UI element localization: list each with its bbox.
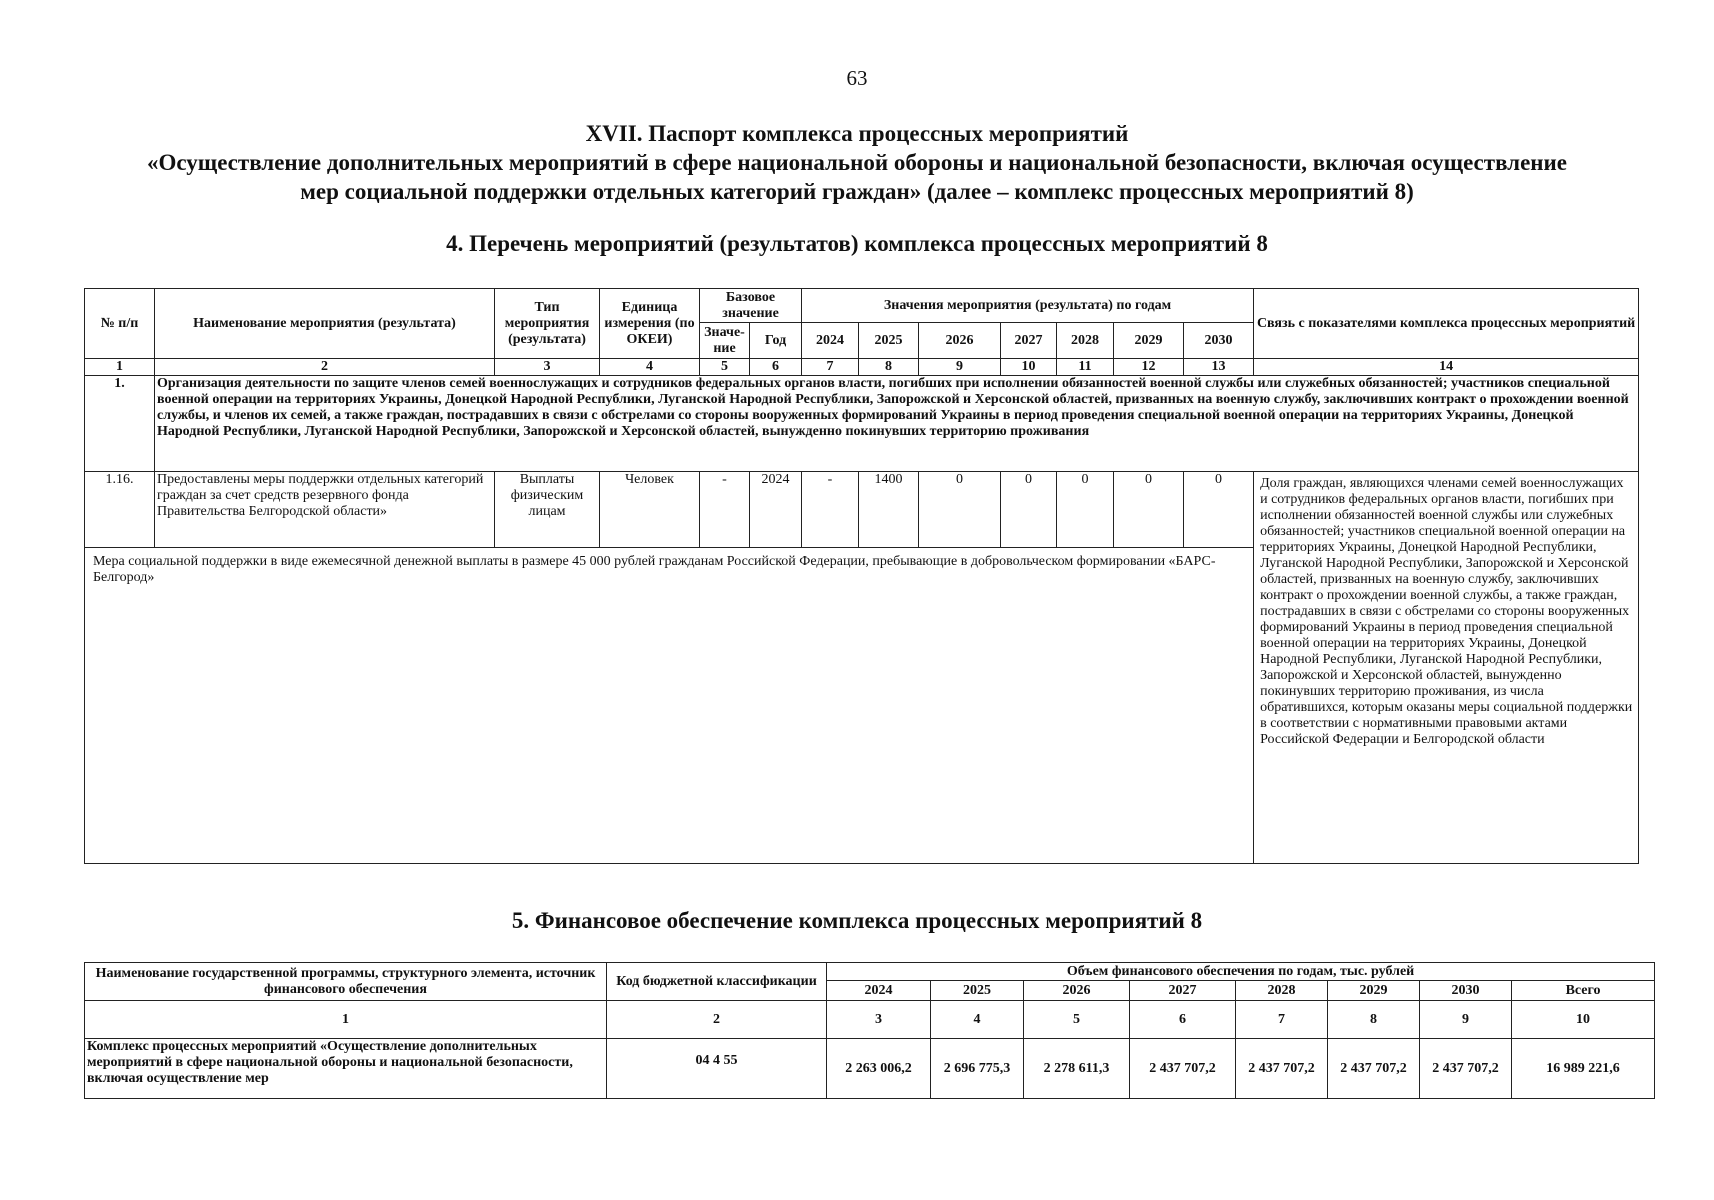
row-description: Мера социальной поддержки в виде ежемесячной денежной выплаты в размере 45 000 рублей гражданам Российской Федерации, пребывающие в добровольческом формировании «БАРС-Белгород» (85, 548, 1254, 864)
fin-header-total: Всего (1512, 981, 1655, 1001)
fin-row-value-2025: 2 696 775,3 (931, 1039, 1024, 1099)
row-base-year: 2024 (750, 472, 802, 548)
col-number: 9 (919, 359, 1001, 376)
fin-col-number: 8 (1328, 1001, 1420, 1039)
fin-row-value-2024: 2 263 006,2 (827, 1039, 931, 1099)
header-year-2028: 2028 (1057, 323, 1114, 359)
fin-row-value-2029: 2 437 707,2 (1328, 1039, 1420, 1099)
col-number: 2 (155, 359, 495, 376)
column-numbers-row (85, 359, 1639, 376)
fin-row-name: Комплекс процессных мероприятий «Осуществление дополнительных мероприятий в сфере национальной обороны и национальной безопасности, включая осуществление мер (85, 1039, 607, 1099)
fin-row-value-2030: 2 437 707,2 (1420, 1039, 1512, 1099)
document-title-line-2: «Осуществление дополнительных мероприятий в сфере национальной обороны и национальной безопасности, включая осуществление (146, 150, 1568, 175)
row-name: Предоставлены меры поддержки отдельных категорий граждан за счет средств резервного фонда Правительства Белгородской области» (155, 472, 495, 548)
fin-row-total: 16 989 221,6 (1512, 1039, 1655, 1099)
table-row (85, 472, 1639, 548)
fin-col-number: 5 (1024, 1001, 1130, 1039)
row-value-2025: 1400 (859, 472, 919, 548)
fin-header-year-2030: 2030 (1420, 981, 1512, 1001)
fin-col-number: 7 (1236, 1001, 1328, 1039)
header-link: Связь с показателями комплекса процессных мероприятий (1254, 289, 1639, 359)
fin-col-number: 10 (1512, 1001, 1655, 1039)
fin-header-year-2024: 2024 (827, 981, 931, 1001)
header-year-2027: 2027 (1001, 323, 1057, 359)
fin-col-number: 9 (1420, 1001, 1512, 1039)
header-year-2030: 2030 (1184, 323, 1254, 359)
header-year-2024: 2024 (802, 323, 859, 359)
header-type: Тип мероприятия (результата) (495, 289, 600, 359)
fin-col-number: 2 (607, 1001, 827, 1039)
header-base-year: Год (750, 323, 802, 359)
row-base-value: - (700, 472, 750, 548)
fin-header-year-2026: 2026 (1024, 981, 1130, 1001)
document-title-line-3: мер социальной поддержки отдельных категорий граждан» (далее – комплекс процессных мероприятий 8) (300, 179, 1414, 204)
document-title-line-1: XVII. Паспорт комплекса процессных мероприятий (585, 121, 1129, 146)
fin-header-code: Код бюджетной классификации (607, 963, 827, 1001)
row-value-2030: 0 (1184, 472, 1254, 548)
col-number: 7 (802, 359, 859, 376)
fin-header-year-2028: 2028 (1236, 981, 1328, 1001)
col-number: 3 (495, 359, 600, 376)
financing-table (84, 962, 1655, 1099)
col-number: 10 (1001, 359, 1057, 376)
col-number: 12 (1114, 359, 1184, 376)
fin-column-numbers-row (85, 1001, 1655, 1039)
col-number: 11 (1057, 359, 1114, 376)
page-number: 63 (846, 66, 868, 90)
section-5-heading: 5. Финансовое обеспечение комплекса процессных мероприятий 8 (511, 908, 1203, 933)
fin-table-row (85, 1039, 1655, 1099)
measures-table (84, 288, 1639, 864)
fin-row-value-2026: 2 278 611,3 (1024, 1039, 1130, 1099)
fin-row-value-2028: 2 437 707,2 (1236, 1039, 1328, 1099)
row-num: 1.16. (85, 472, 155, 548)
header-base: Базовое значение (700, 289, 802, 323)
header-base-value: Значе-ние (700, 323, 750, 359)
fin-header-year-2027: 2027 (1130, 981, 1236, 1001)
fin-col-number: 6 (1130, 1001, 1236, 1039)
col-number: 1 (85, 359, 155, 376)
col-number: 8 (859, 359, 919, 376)
section-4-heading: 4. Перечень мероприятий (результатов) комплекса процессных мероприятий 8 (446, 231, 1268, 256)
row-type: Выплаты физическим лицам (495, 472, 600, 548)
fin-header-name: Наименование государственной программы, структурного элемента, источник финансового обеспечения (85, 963, 607, 1001)
fin-col-number: 4 (931, 1001, 1024, 1039)
col-number: 5 (700, 359, 750, 376)
header-name: Наименование мероприятия (результата) (155, 289, 495, 359)
col-number: 4 (600, 359, 700, 376)
header-values-by-year: Значения мероприятия (результата) по годам (802, 289, 1254, 323)
row-value-2026: 0 (919, 472, 1001, 548)
group-row (85, 376, 1639, 472)
fin-header-volume: Объем финансового обеспечения по годам, тыс. рублей (827, 963, 1655, 981)
header-unit: Единица измерения (по ОКЕИ) (600, 289, 700, 359)
header-year-2025: 2025 (859, 323, 919, 359)
row-value-2024: - (802, 472, 859, 548)
header-year-2029: 2029 (1114, 323, 1184, 359)
fin-header-year-2025: 2025 (931, 981, 1024, 1001)
row-value-2027: 0 (1001, 472, 1057, 548)
row-value-2029: 0 (1114, 472, 1184, 548)
col-number: 6 (750, 359, 802, 376)
group-text: Организация деятельности по защите членов семей военнослужащих и сотрудников федеральных органов власти, погибших при исполнении обязанностей военной службы или служебных обязанностей; участников специальной военной операции на территориях Украины, Донецкой Народной Республики, Луганской Народной Республики, Запорожской и Херсонской областей, призванных на военную службу, заключивших контракт о прохождении военной службы, и членов их семей, а также граждан, пострадавших в связи с обстрелами со стороны вооруженных формирований Украины в период проведения специальной военной операции на территориях Украины, Донецкой Народной Республики, Луганской Народной Республики, Запорожской и Херсонской областей, вынужденно покинувших территорию проживания (155, 376, 1639, 472)
row-value-2028: 0 (1057, 472, 1114, 548)
group-num: 1. (85, 376, 155, 472)
row-unit: Человек (600, 472, 700, 548)
col-number: 14 (1254, 359, 1639, 376)
fin-row-code: 04 4 55 (607, 1039, 827, 1099)
header-year-2026: 2026 (919, 323, 1001, 359)
fin-header-year-2029: 2029 (1328, 981, 1420, 1001)
row-link: Доля граждан, являющихся членами семей военнослужащих и сотрудников федеральных органов власти, погибших при исполнении обязанностей военной службы или служебных обязанностей; участников специальной военной операции на территориях Украины, Донецкой Народной Республики, Луганской Народной Республики, Запорожской и Херсонской областей, призванных на военную службу, заключивших контракт о прохождении военной службы, а также граждан, пострадавших в связи с обстрелами со стороны вооруженных формирований Украины в период проведения специальной военной операции на территориях Украины, Донецкой Народной Республики, Луганской Народной Республики, Запорожской и Херсонской областей, вынужденно покинувших территорию проживания, из числа обратившихся, которым оказаны меры социальной поддержки в соответствии с нормативными правовыми актами Российской Федерации и Белгородской области (1254, 472, 1639, 864)
header-num: № п/п (85, 289, 155, 359)
col-number: 13 (1184, 359, 1254, 376)
fin-col-number: 1 (85, 1001, 607, 1039)
fin-col-number: 3 (827, 1001, 931, 1039)
fin-row-value-2027: 2 437 707,2 (1130, 1039, 1236, 1099)
